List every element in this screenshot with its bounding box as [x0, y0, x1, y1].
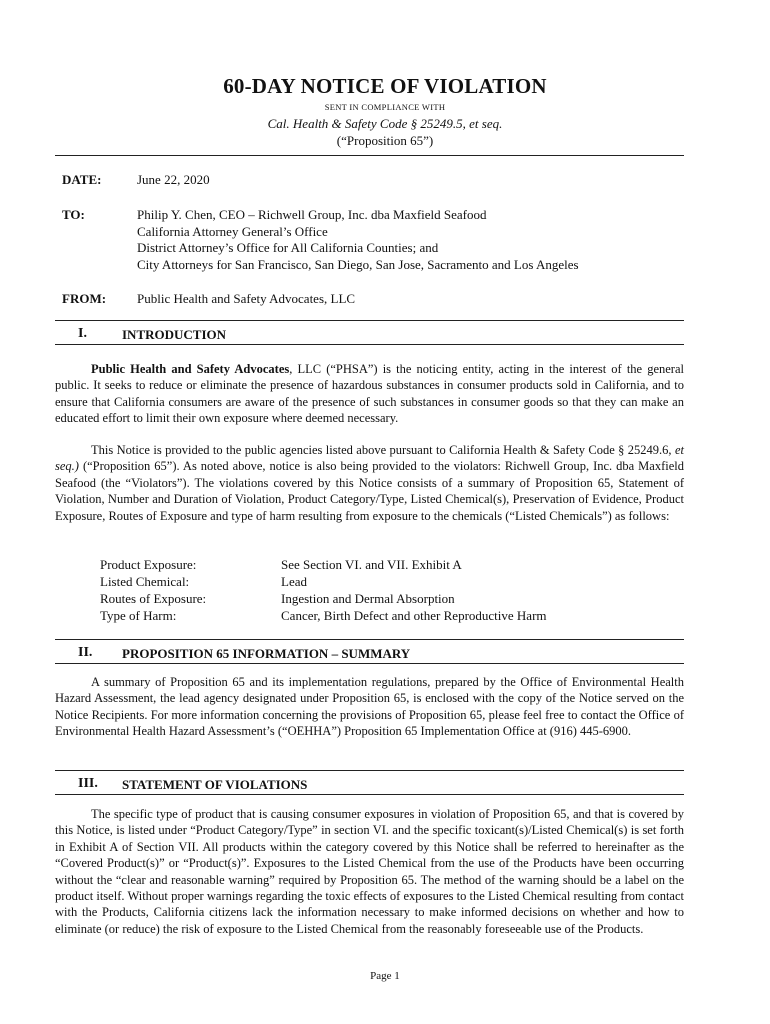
prop65-text: A summary of Proposition 65 and its implementation regulations, prepared by the Office of Environmental Health Hazard Assessment, the lead agency designated under Proposition 65, is enclosed with the copy of the Notice served on the Notice Recipients. For more information concerning the provisions of Proposition 65, please feel free to contact the Office of Environmental Health Hazard Assessment’s (“OEHHA”) Proposition 65 Implementation Office at (916) 445-6900. [55, 675, 684, 739]
summary-key: Listed Chemical: [100, 574, 190, 589]
section-divider [55, 770, 684, 771]
noticing-entity-name: Public Health and Safety Advocates [91, 362, 290, 376]
violations-text: The specific type of product that is causing consumer exposures in violation of Proposition 65, and that is covered by this Notice, is listed under “Product Category/Type” in section VI. and the specific toxicant(s)/Listed Chemical(s) is set forth in Exhibit A of Section VII. All products within the category covered by this Notice shall be referred to hereinafter as the “Covered Product(s)” or “Product(s)”. Exposures to the Listed Chemical from the use of the Products have been occurring without the “clear and reasonable warning” required by Proposition 65. The method of the warning should be a label on the product itself. Without proper warnings regarding the toxic effects of exposures to the Listed Chemical resulting from contact with the Products, California citizens lack the information necessary to make informed decisions on whether and how to eliminate (or reduce) the risk of exposure to the Listed Chemical from the reasonably foreseeable use of the Products. [55, 807, 684, 936]
summary-key: Product Exposure: [100, 557, 197, 572]
intro-paragraph-2-text-b: (“Proposition 65”). As noted above, notice is also being provided to the violators: Richwell Group, Inc. dba Maxfield Seafood (the “Violators”). The violations covered by this Notice consists of a summary of Proposition 65, Statement of Violation, Number and Duration of Violation, Product Category/Type, Listed Chemical(s), Preservation of Evidence, Product Exposure, Routes of Exposure and type of harm resulting from exposure to the chemicals (“Listed Chemicals”) as follows: [55, 459, 684, 523]
recipient-line: District Attorney’s Office for All California Counties; and [137, 240, 439, 255]
intro-paragraph-1-text: , LLC (“PHSA”) is the noticing entity, acting in the interest of the general public. It seeks to reduce or eliminate the presence of hazardous substances in consumer products sold in California, and to ensure that California consumers are aware of the presence of such substances in consumer goods so that they can make an educated effort to limit their own exposure where deemed necessary. [55, 362, 684, 426]
prop65-paragraph [55, 674, 684, 740]
intro-paragraph-2 [55, 442, 684, 524]
recipient-line: Philip Y. Chen, CEO – Richwell Group, Inc. dba Maxfield Seafood [137, 207, 487, 222]
to-recipients [137, 207, 579, 273]
violations-paragraph [55, 806, 684, 937]
date-label: DATE: [62, 172, 102, 187]
summary-value: See Section VI. and VII. Exhibit A [281, 557, 462, 572]
summary-key: Routes of Exposure: [100, 591, 207, 606]
recipient-line: City Attorneys for San Francisco, San Diego, San Jose, Sacramento and Los Angeles [137, 256, 579, 272]
section-divider [55, 639, 684, 640]
summary-value: Cancer, Birth Defect and other Reproductive Harm [281, 608, 547, 623]
date-value: June 22, 2020 [137, 172, 210, 187]
section-title-introduction: INTRODUCTION [122, 327, 227, 342]
page-number: Page 1 [370, 970, 400, 982]
compliance-line: SENT IN COMPLIANCE WITH [324, 102, 446, 112]
header-divider [55, 155, 684, 156]
section-title-violations: STATEMENT OF VIOLATIONS [122, 777, 308, 792]
intro-paragraph-1 [55, 361, 684, 427]
notice-title: 60-DAY NOTICE OF VIOLATION [223, 74, 547, 98]
from-label: FROM: [62, 291, 107, 306]
section-number: I. [78, 326, 87, 341]
section-divider [55, 663, 684, 664]
to-label: TO: [62, 207, 85, 222]
section-title-proposition-65: PROPOSITION 65 INFORMATION – SUMMARY [122, 646, 411, 661]
et-seq-italic: et seq.) [55, 443, 684, 474]
section-number: III. [78, 776, 98, 791]
summary-key: Type of Harm: [100, 608, 177, 623]
summary-value: Lead [281, 574, 307, 589]
proposition-line: (“Proposition 65”) [336, 133, 434, 148]
from-value: Public Health and Safety Advocates, LLC [137, 291, 356, 306]
intro-paragraph-2-text-a: This Notice is provided to the public agencies listed above pursuant to California Health & Safety Code § 25249.6, [91, 443, 675, 457]
summary-value: Ingestion and Dermal Absorption [281, 591, 455, 606]
section-divider [55, 344, 684, 345]
code-citation: Cal. Health & Safety Code § 25249.5, et seq. [267, 116, 503, 131]
section-divider [55, 794, 684, 795]
section-divider [55, 320, 684, 321]
section-number: II. [78, 645, 93, 660]
recipient-line: California Attorney General’s Office [137, 223, 328, 239]
